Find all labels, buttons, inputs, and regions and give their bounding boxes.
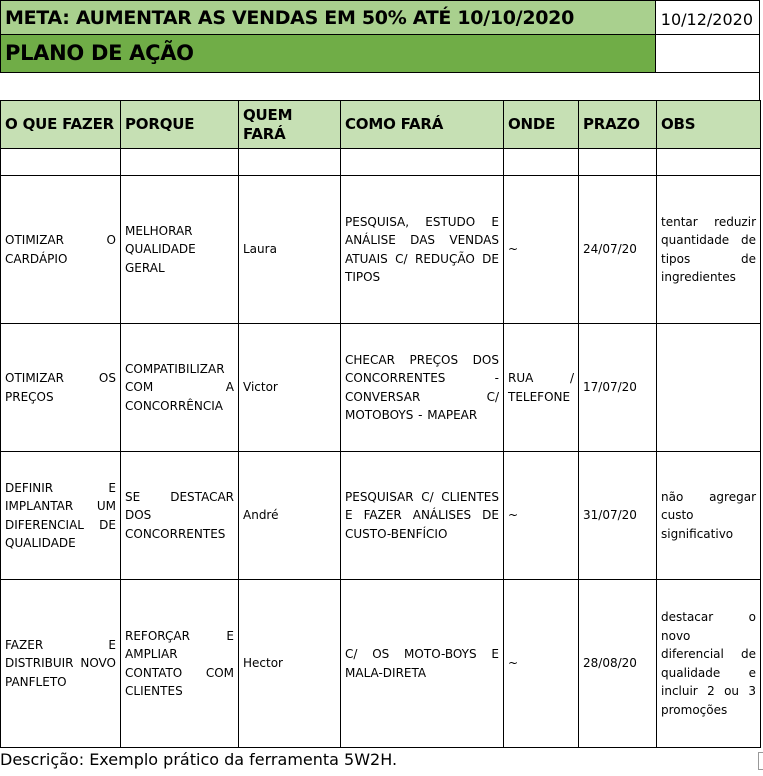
who-cell[interactable]: Victor	[239, 324, 341, 452]
empty-cell[interactable]	[1, 149, 121, 176]
action-plan-banner	[0, 35, 656, 73]
column-header-why: PORQUE	[121, 101, 239, 149]
where-cell[interactable]: ~	[504, 176, 579, 324]
what-cell[interactable]: OTIMIZAR O CARDÁPIO	[1, 176, 121, 324]
how-cell[interactable]: CHECAR PREÇOS DOS CONCORRENTES - CONVERSAR C/ MOTOBOYS - MAPEAR	[341, 324, 504, 452]
when-cell[interactable]: 28/08/20	[579, 580, 657, 748]
what-cell[interactable]: FAZER E DISTRIBUIR NOVO PANFLETO	[1, 580, 121, 748]
how-cell[interactable]: PESQUISAR C/ CLIENTES E FAZER ANÁLISES DE CUSTO-BENFÍCIO	[341, 452, 504, 580]
how-cell[interactable]: C/ OS MOTO-BOYS E MALA-DIRETA	[341, 580, 504, 748]
blank-row	[1, 149, 761, 176]
table-row	[1, 324, 761, 452]
why-cell[interactable]: SE DESTACAR DOS CONCORRENTES	[121, 452, 239, 580]
why-cell[interactable]: MELHORAR QUALIDADE GERAL	[121, 176, 239, 324]
date-value: 10/12/2020	[660, 10, 753, 29]
cell-edge	[758, 752, 763, 770]
column-header-what: O QUE FAZER	[1, 101, 121, 149]
goal-banner	[0, 0, 656, 35]
goal-title: META: AUMENTAR AS VENDAS EM 50% ATÉ 10/10/2020	[5, 7, 574, 29]
5w2h-table	[0, 100, 761, 748]
what-cell[interactable]: DEFINIR E IMPLANTAR UM DIFERENCIAL DE QUALIDADE	[1, 452, 121, 580]
action-plan-title: PLANO DE AÇÃO	[5, 41, 194, 65]
obs-cell[interactable]	[657, 324, 761, 452]
column-header-obs: OBS	[657, 101, 761, 149]
empty-cell[interactable]	[121, 149, 239, 176]
empty-cell[interactable]	[341, 149, 504, 176]
why-cell[interactable]: REFORÇAR E AMPLIAR CONTATO COM CLIENTES	[121, 580, 239, 748]
column-header-where: ONDE	[504, 101, 579, 149]
who-cell[interactable]: Laura	[239, 176, 341, 324]
who-cell[interactable]: Hector	[239, 580, 341, 748]
what-cell[interactable]: OTIMIZAR OS PREÇOS	[1, 324, 121, 452]
obs-cell[interactable]: não agregar custo significativo	[657, 452, 761, 580]
spacer-row	[0, 73, 760, 100]
when-cell[interactable]: 31/07/20	[579, 452, 657, 580]
how-cell[interactable]: PESQUISA, ESTUDO E ANÁLISE DAS VENDAS ATUAIS C/ REDUÇÃO DE TIPOS	[341, 176, 504, 324]
when-cell[interactable]: 17/07/20	[579, 324, 657, 452]
why-cell[interactable]: COMPATIBILIZAR COM A CONCORRÊNCIA	[121, 324, 239, 452]
figure-caption: Descrição: Exemplo prático da ferramenta 5W2H.	[0, 750, 398, 769]
who-cell[interactable]: André	[239, 452, 341, 580]
table-row	[1, 580, 761, 748]
table-header-row	[1, 101, 761, 149]
obs-cell[interactable]: destacar o novo diferencial de qualidade e incluir 2 ou 3 promoções	[657, 580, 761, 748]
where-cell[interactable]: RUA / TELEFONE	[504, 324, 579, 452]
empty-cell[interactable]	[579, 149, 657, 176]
column-header-who: QUEM FARÁ	[239, 101, 341, 149]
table-row	[1, 452, 761, 580]
obs-cell[interactable]: tentar reduzir quantidade de tipos de ingredientes	[657, 176, 761, 324]
when-cell[interactable]: 24/07/20	[579, 176, 657, 324]
empty-cell[interactable]	[657, 149, 761, 176]
empty-cell[interactable]	[504, 149, 579, 176]
table-row	[1, 176, 761, 324]
column-header-how: COMO FARÁ	[341, 101, 504, 149]
empty-cell[interactable]	[656, 35, 760, 73]
empty-cell[interactable]	[239, 149, 341, 176]
column-header-when: PRAZO	[579, 101, 657, 149]
where-cell[interactable]: ~	[504, 580, 579, 748]
date-cell[interactable]	[656, 0, 760, 35]
where-cell[interactable]: ~	[504, 452, 579, 580]
